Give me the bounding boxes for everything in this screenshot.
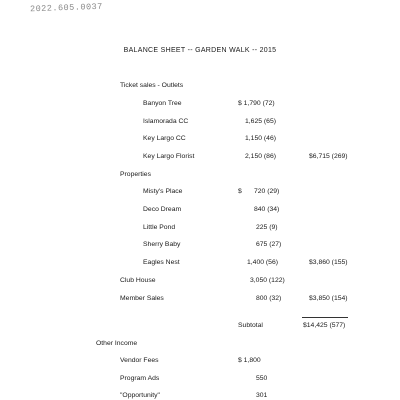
property-label: Deco Dream (143, 206, 182, 213)
other-income-heading: Other Income (96, 340, 138, 347)
property-value: 225 (9) (256, 224, 278, 231)
subtotal-value: $14,425 (577) (303, 322, 346, 329)
income-value: $ 1,800 (238, 357, 261, 364)
properties-heading: Properties (120, 171, 151, 178)
income-value: 301 (256, 392, 268, 399)
outlet-label: Banyon Tree (143, 100, 182, 107)
properties-total: $3,860 (155) (309, 259, 348, 266)
property-label: Little Pond (143, 224, 176, 231)
outlet-value: 2,150 (86) (245, 153, 276, 160)
property-label: Sherry Baby (143, 241, 181, 248)
property-value: 675 (27) (256, 241, 282, 248)
member-sales-total: $3,850 (154) (309, 295, 348, 302)
income-label: Vendor Fees (120, 357, 159, 364)
subtotal-rule (302, 317, 348, 318)
member-sales-value: 800 (32) (256, 295, 282, 302)
outlet-value: 1,150 (46) (245, 135, 276, 142)
outlet-value: 1,625 (65) (245, 118, 276, 125)
property-value: 1,400 (56) (247, 259, 278, 266)
subtotal-label: Subtotal (238, 322, 263, 329)
income-value: 550 (256, 375, 268, 382)
property-value: 840 (34) (254, 206, 280, 213)
property-label: Eagles Nest (143, 259, 180, 266)
ticket-sales-total: $6,715 (269) (309, 153, 348, 160)
income-label: "Opportunity" (120, 392, 160, 399)
club-house-label: Club House (120, 277, 156, 284)
ticket-sales-heading: Ticket sales - Outlets (120, 82, 184, 89)
income-label: Program Ads (120, 375, 160, 382)
outlet-label: Key Largo CC (143, 135, 186, 142)
document-title: BALANCE SHEET -- GARDEN WALK -- 2015 (123, 47, 277, 54)
property-value: 720 (29) (254, 188, 280, 195)
outlet-label: Key Largo Florist (143, 153, 195, 160)
currency-symbol: $ (238, 188, 242, 195)
club-house-value: 3,050 (122) (250, 277, 285, 284)
accession-stamp: 2022.605.0037 (29, 1, 103, 15)
outlet-value: $ 1,790 (72) (238, 100, 275, 107)
member-sales-label: Member Sales (120, 295, 164, 302)
property-label: Misty's Place (143, 188, 183, 195)
outlet-label: Islamorada CC (143, 118, 189, 125)
